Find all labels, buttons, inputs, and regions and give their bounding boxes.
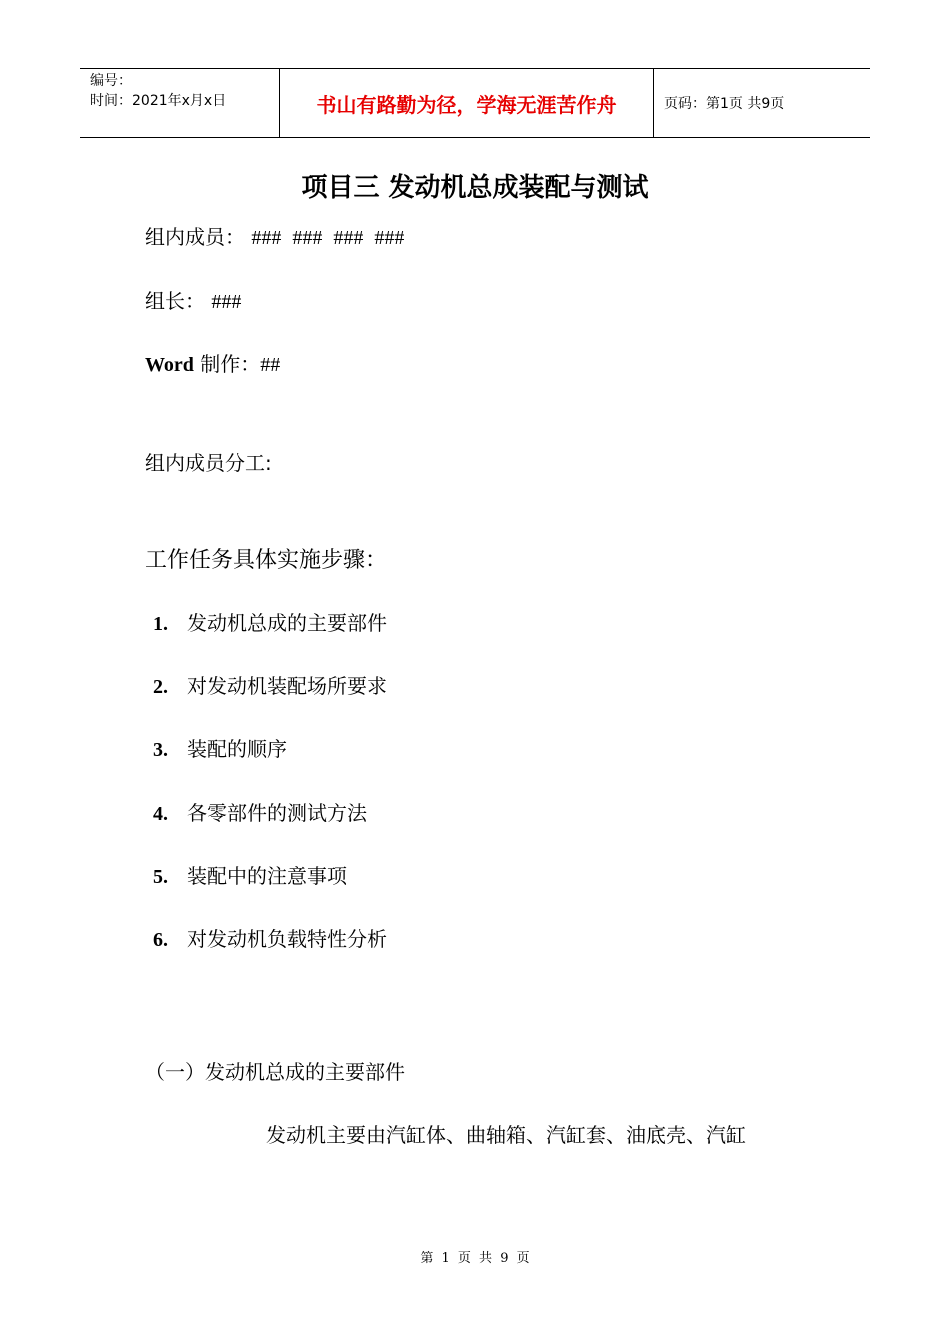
step-number: 4.	[153, 803, 168, 825]
step-item	[153, 923, 387, 952]
word-label: 制作：	[200, 352, 261, 376]
step-text: 各零部件的测试方法	[187, 801, 367, 825]
leader-line	[145, 285, 241, 314]
step-text: 装配中的注意事项	[187, 864, 347, 888]
step-text: 对发动机负载特性分析	[187, 927, 387, 951]
word-value: ##	[260, 354, 281, 376]
step-item	[153, 607, 387, 636]
word-label-en: Word	[145, 354, 194, 376]
leader-value: ###	[211, 291, 242, 313]
section-body: 发动机主要由汽缸体、曲轴箱、汽缸套、油底壳、汽缸	[266, 1123, 746, 1147]
step-item	[153, 670, 387, 699]
members-line	[145, 221, 404, 250]
page-header	[80, 68, 870, 138]
page-footer: 第 1 页 共 9 页	[420, 1251, 530, 1266]
header-meta	[80, 69, 280, 137]
word-line	[145, 348, 280, 377]
code-label: 编号：	[90, 73, 132, 89]
step-number: 5.	[153, 866, 168, 888]
step-text: 对发动机装配场所要求	[187, 674, 387, 698]
section-heading: （一）发动机总成的主要部件	[145, 1060, 405, 1084]
step-item	[153, 797, 367, 826]
division-line: 组内成员分工:	[145, 451, 272, 475]
header-motto: 书山有路勤为径，学海无涯苦作舟	[280, 69, 654, 137]
step-text: 装配的顺序	[187, 737, 287, 761]
step-item	[153, 733, 287, 762]
members-label: 组内成员：	[145, 225, 245, 249]
steps-heading: 工作任务具体实施步骤：	[145, 548, 388, 573]
document-title: 项目三 发动机总成装配与测试	[301, 173, 649, 203]
step-number: 1.	[153, 613, 168, 635]
step-number: 6.	[153, 929, 168, 951]
leader-label: 组长：	[145, 289, 205, 313]
step-item	[153, 860, 347, 889]
step-number: 2.	[153, 676, 168, 698]
time-label: 时间：2021年x月x日	[90, 93, 227, 109]
header-page-info: 页码：第1页 共9页	[664, 96, 785, 112]
members-value: ### ### ### ###	[251, 227, 405, 249]
step-number: 3.	[153, 739, 168, 761]
step-text: 发动机总成的主要部件	[187, 611, 387, 635]
